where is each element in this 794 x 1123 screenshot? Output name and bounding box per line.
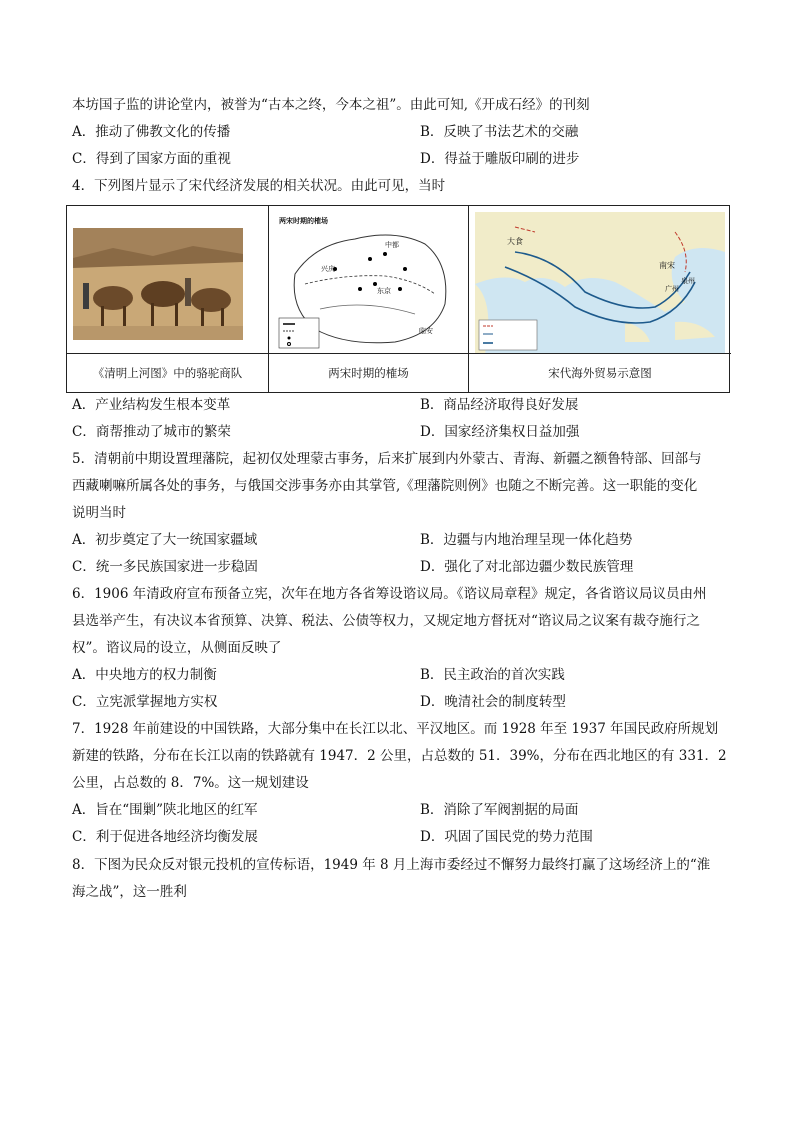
q5-stem-line: 西藏喇嘛所属各处的事务，与俄国交涉事务亦由其掌管,《理藩院则例》也随之不断完善。这一职能的变化 — [72, 478, 698, 494]
q7-stem-line: 新建的铁路，分布在长江以南的铁路就有 1947．2 公里，占总数的 51．39%，分布在西北地区的有 331．2 — [72, 748, 727, 764]
q7-stem-line: 7．1928 年前建设的中国铁路，大部分集中在长江以北、平汉地区。而 1928 年至 1937 年国民政府所规划 — [72, 721, 719, 737]
q4-option-d[interactable]: D．国家经济集权日益加强 — [420, 424, 580, 440]
sea-trade-map-panel — [469, 206, 731, 392]
q8-stem-line: 海之战”，这一胜利 — [72, 884, 187, 900]
map2-place: 广州 — [665, 285, 679, 293]
q4-figure-box — [66, 205, 730, 393]
painting-panel — [67, 206, 269, 392]
q7-option-a[interactable]: A．旨在“围剿”陕北地区的红军 — [72, 802, 258, 818]
q6-option-b[interactable]: B．民主政治的首次实践 — [420, 667, 565, 683]
q5-option-d[interactable]: D．强化了对北部边疆少数民族管理 — [420, 559, 634, 575]
q5-stem-line: 5．清朝前中期设置理藩院，起初仅处理蒙古事务，后来扩展到内外蒙古、青海、新疆之额鲁特部、回部与 — [72, 451, 702, 467]
map2-place: 泉州 — [681, 277, 695, 285]
map1-place: 临安 — [419, 327, 433, 335]
map2-place: 大食 — [507, 237, 523, 246]
q7-option-c[interactable]: C．利于促进各地经济均衡发展 — [72, 829, 258, 845]
q4-option-c[interactable]: C．商帮推动了城市的繁荣 — [72, 424, 231, 440]
map2-caption: 宋代海外贸易示意图 — [469, 353, 731, 392]
camel-caravan-image — [73, 228, 243, 340]
map1-caption: 两宋时期的榷场 — [269, 353, 468, 392]
map1-place: 兴庆 — [321, 265, 335, 273]
q3-option-c[interactable]: C．得到了国家方面的重视 — [72, 151, 231, 167]
q3-stem: 本坊国子监的讲论堂内，被誉为“古本之终，今本之祖”。由此可知,《开成石经》的刊刻 — [72, 97, 590, 113]
q5-stem-line: 说明当时 — [72, 505, 126, 521]
q4-stem: 4．下列图片显示了宋代经济发展的相关状况。由此可见，当时 — [72, 178, 446, 194]
q4-option-b[interactable]: B．商品经济取得良好发展 — [420, 397, 579, 413]
map1-place: 中都 — [385, 241, 399, 249]
painting-caption: 《清明上河图》中的骆驼商队 — [67, 353, 268, 392]
q4-option-a[interactable]: A．产业结构发生根本变革 — [72, 397, 231, 413]
border-markets-map — [275, 214, 463, 352]
q6-stem-line: 权”。谘议局的设立，从侧面反映了 — [72, 640, 282, 656]
border-markets-map-panel — [269, 206, 469, 392]
q3-option-d[interactable]: D．得益于雕版印刷的进步 — [420, 151, 580, 167]
q6-option-c[interactable]: C．立宪派掌握地方实权 — [72, 694, 218, 710]
q6-stem-line: 6．1906 年清政府宣布预备立宪，次年在地方各省筹设谘议局。《谘议局章程》规定，各省谘议局议员由州 — [72, 586, 707, 602]
q7-stem-line: 公里，占总数的 8．7%。这一规划建设 — [72, 775, 309, 791]
q8-stem-line: 8．下图为民众反对银元投机的宣传标语，1949 年 8 月上海市委经过不懈努力最终打赢了这场经济上的“淮 — [72, 857, 711, 873]
q6-option-d[interactable]: D．晚清社会的制度转型 — [420, 694, 566, 710]
q3-option-a[interactable]: A．推动了佛教文化的传播 — [72, 124, 231, 140]
q5-option-c[interactable]: C．统一多民族国家进一步稳固 — [72, 559, 258, 575]
q7-option-b[interactable]: B．消除了军阀割据的局面 — [420, 802, 579, 818]
q7-option-d[interactable]: D．巩固了国民党的势力范围 — [420, 829, 593, 845]
map1-title: 两宋时期的榷场 — [279, 216, 328, 225]
q5-option-b[interactable]: B．边疆与内地治理呈现一体化趋势 — [420, 532, 633, 548]
q6-stem-line: 县选举产生，有决议本省预算、决算、税法、公债等权力，又规定地方督抚对“谘议局之议案有裁夺施行之 — [72, 613, 700, 629]
map2-place: 南宋 — [659, 261, 675, 270]
q5-option-a[interactable]: A．初步奠定了大一统国家疆域 — [72, 532, 258, 548]
map1-place: 东京 — [377, 287, 391, 295]
q3-option-b[interactable]: B．反映了书法艺术的交融 — [420, 124, 579, 140]
q6-option-a[interactable]: A．中央地方的权力制衡 — [72, 667, 217, 683]
